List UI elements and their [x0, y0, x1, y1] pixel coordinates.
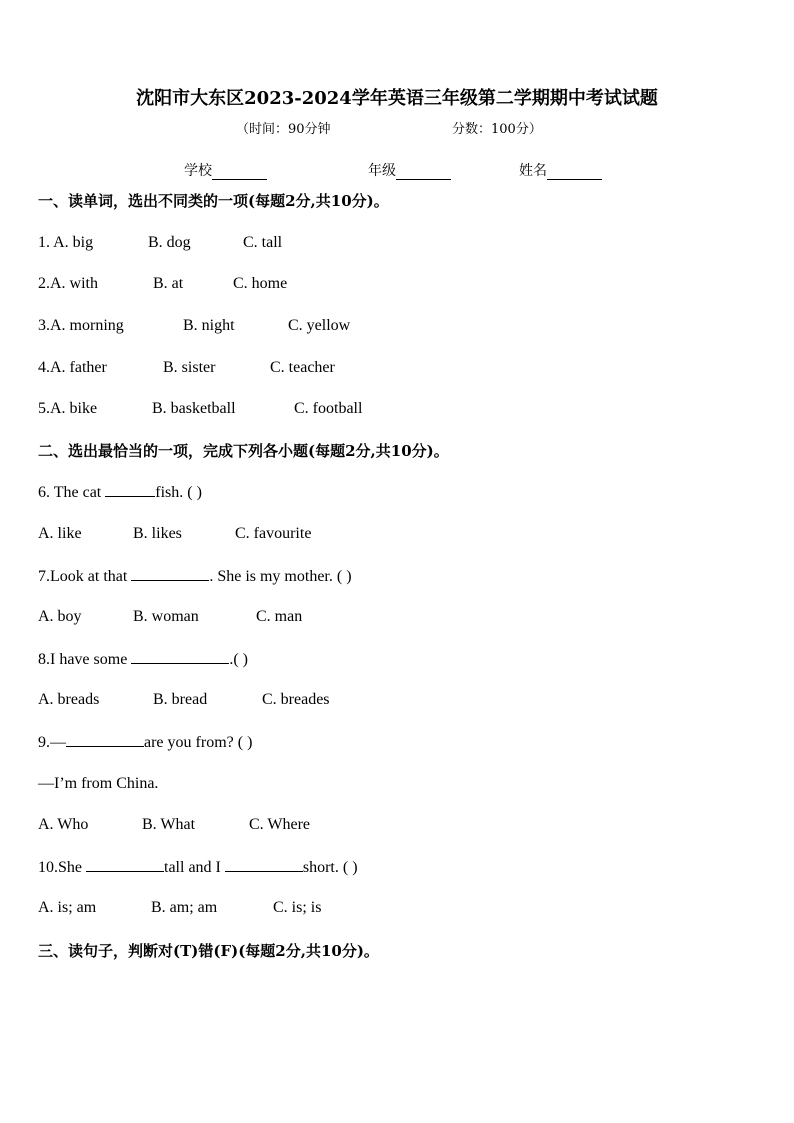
- name-field: [519, 160, 602, 180]
- q4-option-b: B. sister: [163, 359, 216, 376]
- exam-time: （时间：90分钟: [236, 122, 331, 137]
- section1-heading: 一、读单词，选出不同类的一项(每题2分,共10分)。: [38, 192, 389, 210]
- q9-option-c: C. Where: [249, 816, 311, 833]
- q9-blank: [66, 732, 144, 747]
- q3-option-c: C. yellow: [288, 317, 351, 334]
- q2-option-a: 2.A. with: [38, 275, 98, 292]
- q6-option-c: C. favourite: [235, 525, 312, 542]
- q9-post: are you from? ( ): [144, 734, 253, 751]
- q9-stem: [38, 732, 252, 752]
- grade-label: 年级: [368, 163, 396, 179]
- q5-option-b: B. basketball: [152, 400, 236, 417]
- q10-option-c: C. is; is: [273, 899, 322, 916]
- name-blank: [547, 165, 602, 180]
- q9-option-b: B. What: [142, 816, 196, 833]
- q1-option-a: 1. A. big: [38, 234, 94, 251]
- q3-option-b: B. night: [183, 317, 235, 334]
- q7-option-a: A. boy: [38, 608, 82, 625]
- grade-field: [368, 160, 451, 180]
- q10-stem: [38, 857, 358, 877]
- q10-option-b: B. am; am: [151, 899, 218, 916]
- q7-option-c: C. man: [256, 608, 303, 625]
- q7-option-b: B. woman: [133, 608, 199, 625]
- exam-score: 分数：100分）: [452, 122, 542, 137]
- q8-blank: [131, 649, 229, 664]
- q6-blank: [105, 482, 155, 497]
- q8-option-c: C. breades: [262, 691, 330, 708]
- q10-option-a: A. is; am: [38, 899, 97, 916]
- q8-option-b: B. bread: [153, 691, 208, 708]
- q10-blank-1: [86, 857, 164, 872]
- q3-option-a: 3.A. morning: [38, 317, 124, 334]
- q5-option-c: C. football: [294, 400, 363, 417]
- q4-option-c: C. teacher: [270, 359, 335, 376]
- q6-option-b: B. likes: [133, 525, 182, 542]
- school-field: [184, 160, 267, 180]
- q7-pre: 7.Look at that: [38, 568, 128, 585]
- q9-option-a: A. Who: [38, 816, 89, 833]
- q8-post: .( ): [229, 651, 248, 668]
- school-label: 学校: [184, 163, 212, 179]
- section2-heading: 二、选出最恰当的一项，完成下列各小题(每题2分,共10分)。: [38, 442, 449, 460]
- q6-post: fish. ( ): [155, 484, 202, 501]
- q6-option-a: A. like: [38, 525, 82, 542]
- q9-pre: 9.—: [38, 734, 66, 751]
- q5-option-a: 5.A. bike: [38, 400, 98, 417]
- school-blank: [212, 165, 267, 180]
- q7-blank: [131, 566, 209, 581]
- exam-title: 沈阳市大东区2023-2024学年英语三年级第二学期期中考试试题: [136, 88, 658, 109]
- q7-stem: [38, 566, 352, 586]
- q2-option-b: B. at: [153, 275, 184, 292]
- q1-option-b: B. dog: [148, 234, 191, 251]
- q8-pre: 8.I have some: [38, 651, 128, 668]
- q10-pre: 10.She: [38, 859, 82, 876]
- q10-blank-2: [225, 857, 303, 872]
- q1-option-c: C. tall: [243, 234, 283, 251]
- section3-heading: 三、读句子，判断对(T)错(F)(每题2分,共10分)。: [38, 942, 379, 960]
- name-label: 姓名: [519, 163, 547, 179]
- q9-reply: —I’m from China.: [38, 775, 159, 792]
- q10-mid: tall and I: [164, 859, 221, 876]
- q6-stem: [38, 482, 202, 502]
- q6-pre: 6. The cat: [38, 484, 102, 501]
- q4-option-a: 4.A. father: [38, 359, 107, 376]
- q8-option-a: A. breads: [38, 691, 100, 708]
- q2-option-c: C. home: [233, 275, 288, 292]
- q7-post: . She is my mother. ( ): [209, 568, 352, 585]
- q8-stem: [38, 649, 248, 669]
- q10-post: short. ( ): [302, 859, 358, 876]
- grade-blank: [396, 165, 451, 180]
